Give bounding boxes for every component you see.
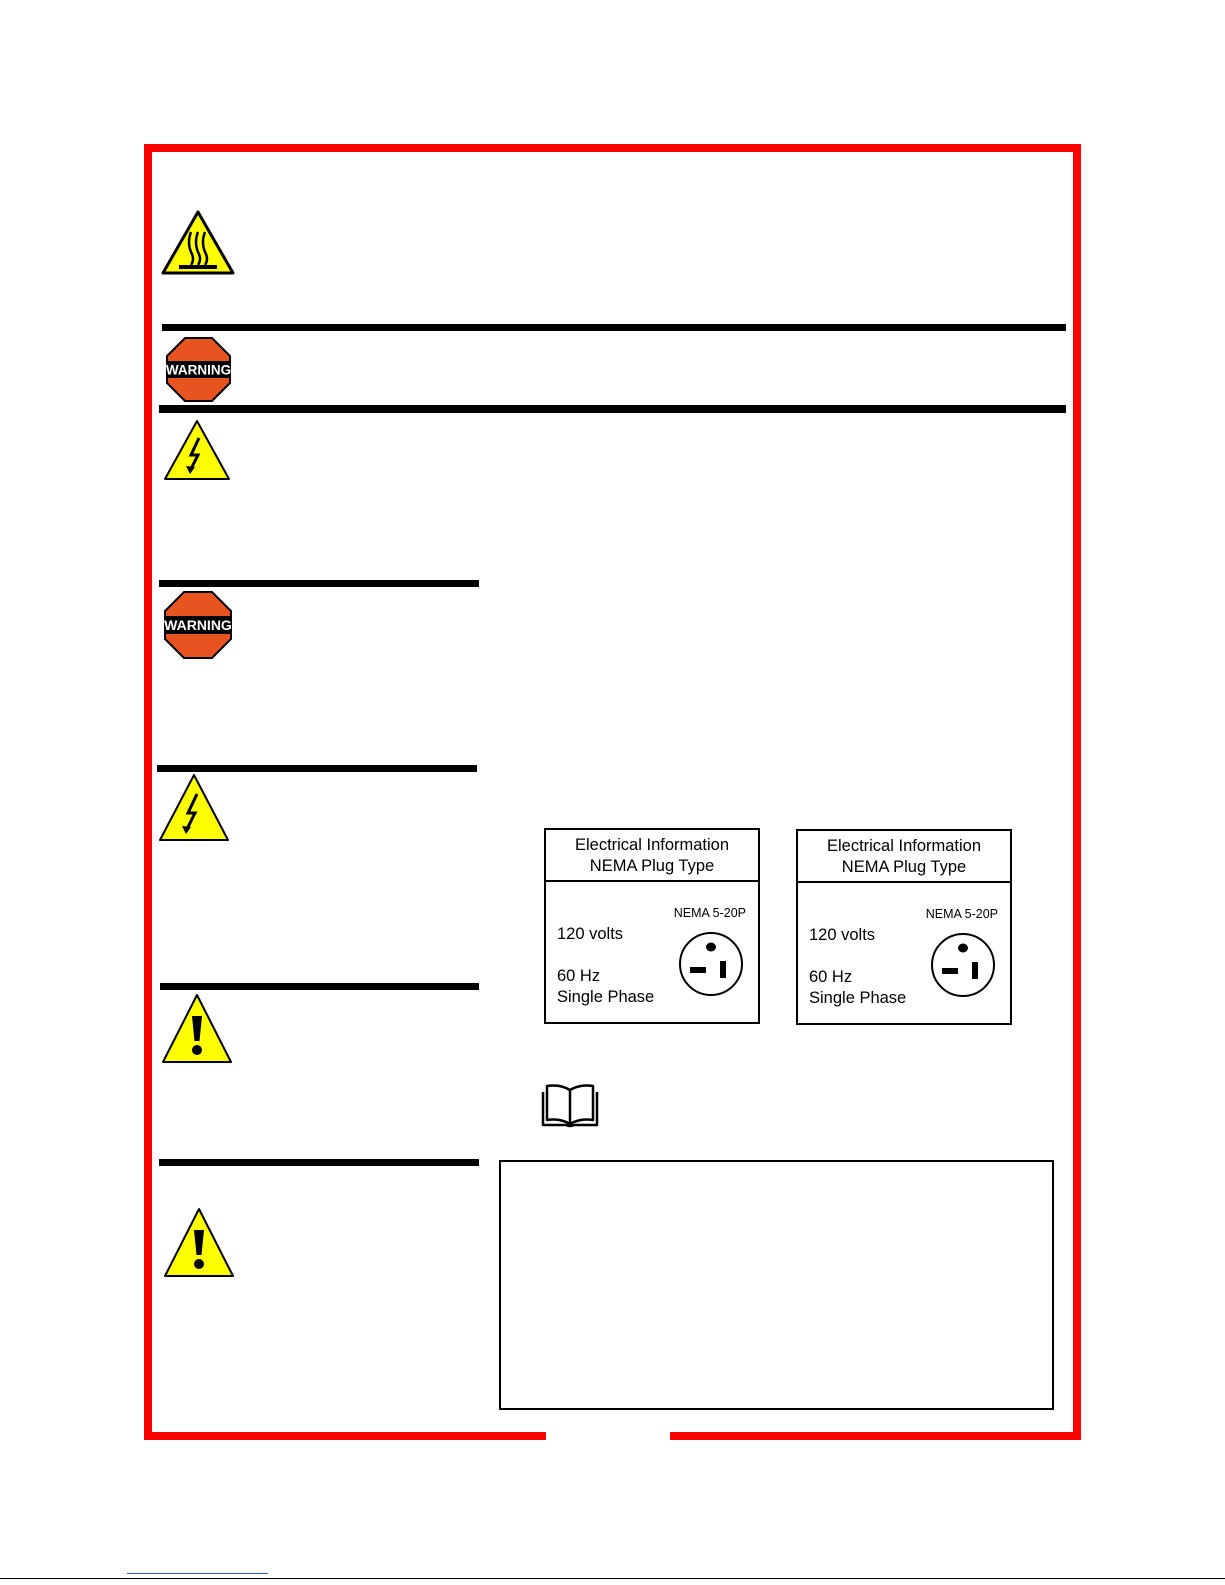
footer-link-underline	[127, 1573, 268, 1574]
plug-type-label: NEMA 5-20P	[925, 907, 998, 921]
section-rule	[159, 405, 1066, 413]
section-rule	[160, 983, 479, 990]
frequency-value: 60 Hz	[557, 967, 601, 985]
voltage-value: 120 volts	[557, 925, 624, 943]
nema-panel-subtitle: NEMA Plug Type	[841, 858, 967, 876]
nema-info-panel	[544, 828, 760, 1024]
frequency-value: 60 Hz	[809, 968, 853, 986]
warning-octagon-icon	[163, 590, 233, 660]
frame-top	[144, 144, 1081, 152]
warning-label: WARNING	[164, 617, 232, 633]
section-rule	[159, 1159, 479, 1166]
frequency-phase	[557, 966, 654, 1008]
nema-panel-title: Electrical Information	[574, 836, 730, 854]
frame-bottom-left	[144, 1432, 546, 1440]
open-book-icon	[540, 1082, 600, 1128]
frame-right	[1073, 144, 1081, 1440]
phase-value: Single Phase	[809, 989, 907, 1007]
section-rule	[157, 765, 477, 772]
frame-left	[144, 144, 152, 1440]
nema-panel-subtitle: NEMA Plug Type	[589, 857, 715, 875]
lightning-icon	[157, 772, 231, 844]
hot-surface-icon	[160, 209, 236, 277]
lightning-icon	[162, 418, 232, 483]
exclamation-icon	[162, 1206, 236, 1280]
footer-rule	[0, 1578, 1225, 1579]
section-rule	[162, 324, 1066, 331]
notice-box	[499, 1160, 1054, 1410]
nema-info-panel	[796, 829, 1012, 1025]
nema-5-20-outlet-icon	[676, 930, 746, 998]
warning-label: WARNING	[165, 362, 232, 378]
voltage-value: 120 volts	[809, 926, 876, 944]
frequency-phase	[809, 967, 906, 1009]
nema-panel-title: Electrical Information	[826, 837, 982, 855]
warning-octagon-icon	[165, 336, 232, 403]
plug-type-label: NEMA 5-20P	[673, 906, 746, 920]
nema-5-20-outlet-icon	[928, 931, 998, 999]
frame-bottom-right	[670, 1432, 1081, 1440]
section-rule	[159, 580, 479, 587]
nema-panel-header	[546, 830, 758, 882]
exclamation-icon	[160, 992, 234, 1066]
phase-value: Single Phase	[557, 988, 655, 1006]
nema-panel-header	[798, 831, 1010, 883]
